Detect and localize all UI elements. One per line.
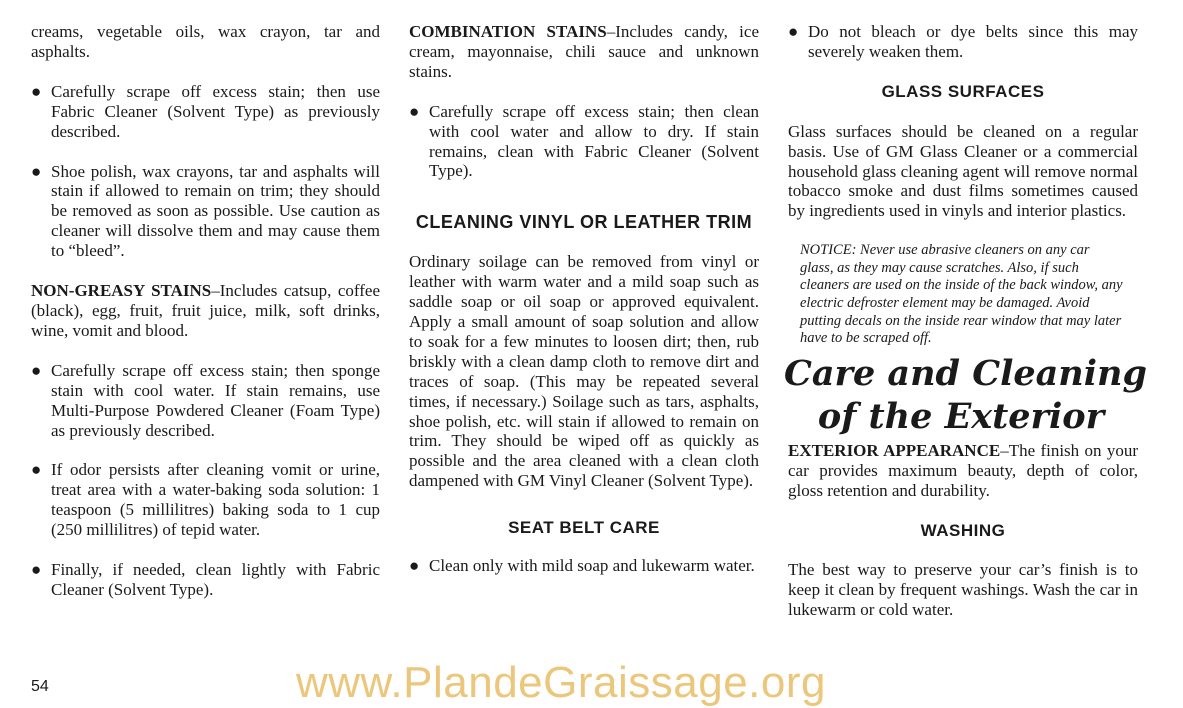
bullet-seat-belt-clean: ● Clean only with mild soap and lukewarm water. (409, 556, 755, 576)
bullet-icon: ● (31, 360, 42, 380)
bullet-sponge-stain: ● Carefully scrape off excess stain; then sponge stain with cool water. If stain remains, use Multi-Purpose Powdered Cleaner (Foam Type) as previously described. (31, 360, 380, 440)
section-title (784, 352, 1147, 438)
intro-text: creams, vegetable oils, wax crayon, tar and asphalts. (31, 22, 380, 61)
exterior-appearance-heading: EXTERIOR APPEARANCE (788, 440, 1001, 460)
washing-text: The best way to preserve your car’s finish is to keep it clean by frequent washings. Wash the car in lukewarm or cold water. (788, 560, 1138, 620)
non-greasy-stains-paragraph: NON-GREASY STAINS–Includes catsup, coffee (black), egg, fruit, fruit juice, milk, soft drinks, wine, vomit and blood. (31, 281, 380, 340)
bullet-combination-scrape: ● Carefully scrape off excess stain; then clean with cool water and allow to dry. If stain remains, clean with Fabric Cleaner (Solvent Type). (409, 101, 759, 181)
section-title-line1: Care and Cleaning (784, 352, 1147, 394)
notice-text: NOTICE: Never use abrasive cleaners on any car glass, as they may cause scratches. Also, if such cleaners are used on the inside of the back window, any electric defroster element may be damaged. Avoid putting decals on the inside rear window that may later have to be scraped off. (800, 242, 1123, 347)
page-number: 54 (31, 678, 49, 695)
heading-cleaning-vinyl: CLEANING VINYL OR LEATHER TRIM (415, 212, 753, 233)
column-left (31, 22, 380, 600)
heading-washing: WASHING (920, 520, 1006, 540)
bullet-icon: ● (31, 460, 42, 480)
column-right (784, 22, 1147, 620)
section-title-line2: of the Exterior (817, 395, 1105, 437)
column-middle (409, 22, 759, 576)
heading-glass-surfaces: GLASS SURFACES (881, 81, 1045, 101)
bullet-icon: ● (31, 560, 42, 580)
bullet-no-bleach: ● Do not bleach or dye belts since this may severely weaken them. (788, 22, 1138, 61)
bullet-icon: ● (788, 22, 799, 41)
non-greasy-stains-heading: NON-GREASY STAINS (31, 281, 212, 301)
bullet-odor: ● If odor persists after cleaning vomit or urine, treat area with a water-baking soda solution: 1 teaspoon (5 millilitres) baking soda to 1 cup (250 millilitres) of tepid water. (31, 460, 380, 540)
exterior-appearance-paragraph: EXTERIOR APPEARANCE–The finish on your car provides maximum beauty, depth of color, gloss retention and durability. (788, 440, 1138, 500)
watermark-text: www.PlandeGraissage.org (296, 658, 826, 707)
bullet-finally: ● Finally, if needed, clean lightly with Fabric Cleaner (Solvent Type). (31, 560, 380, 599)
bullet-icon: ● (31, 81, 42, 101)
bullet-shoe-polish: ● Shoe polish, wax crayons, tar and asphalts will stain if allowed to remain on trim; they should be removed as soon as possible. Use caution as cleaner will dissolve them and may cause them to “bleed”. (31, 161, 380, 261)
combination-stains-paragraph: COMBINATION STAINS–Includes candy, ice cream, mayonnaise, chili sauce and unknown stains. (409, 22, 759, 81)
combination-stains-heading: COMBINATION STAINS (409, 22, 607, 41)
glass-text: Glass surfaces should be cleaned on a regular basis. Use of GM Glass Cleaner or a commercial household glass cleaning agent will remove normal tobacco smoke and dust films sometimes caused by ingredients used in vinyls and interior plastics. (788, 121, 1138, 221)
bullet-scrape-fabric: ● Carefully scrape off excess stain; then use Fabric Cleaner (Solvent Type) as previously described. (31, 81, 380, 141)
heading-seat-belt-care: SEAT BELT CARE (508, 518, 660, 538)
vinyl-text: Ordinary soilage can be removed from vinyl or leather with warm water and a mild soap such as saddle soap or oil soap or approved equivalent. Apply a small amount of soap solution and allow to soak for a few minutes to loosen dirt; then, rub briskly with a clean damp cloth to remove dirt and traces of soap. (This may be repeated several times, if necessary.) Soilage such as tars, asphalts, shoe polish, etc. will stain if allowed to remain on trim. They should be wiped off as quickly as possible and the area cleaned with a clean cloth dampened with GM Vinyl Cleaner (Solvent Type). (409, 252, 759, 491)
bullet-icon: ● (409, 101, 420, 121)
bullet-icon: ● (409, 556, 420, 576)
bullet-icon: ● (31, 161, 42, 181)
